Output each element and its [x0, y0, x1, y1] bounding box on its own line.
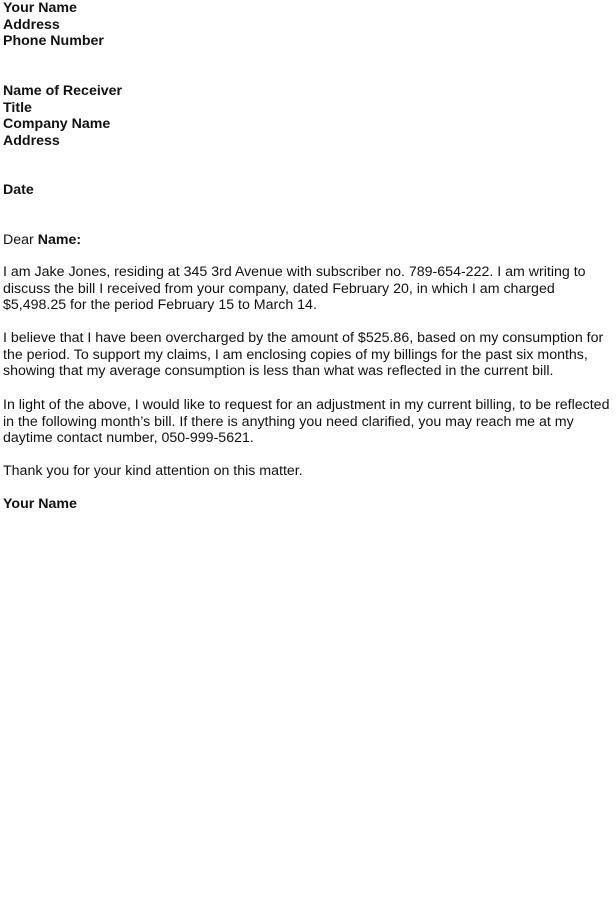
receiver-title: Title	[3, 99, 32, 116]
sender-block	[3, 0, 610, 50]
signature	[3, 496, 610, 513]
salutation	[3, 232, 610, 249]
sender-address: Address	[3, 16, 60, 33]
body-paragraph-1: I am Jake Jones, residing at 345 3rd Avenue with subscriber no. 789-654-222. I am writing to discuss the bill I received from your company, dated February 20, in which I am charged $5,498.25 for the period February 15 to March 14.	[3, 264, 586, 314]
date-text: Date	[3, 182, 34, 198]
receiver-address: Address	[3, 132, 60, 149]
salutation-greeting: Dear	[3, 232, 38, 248]
sender-phone: Phone Number	[3, 33, 104, 50]
salutation-name: Name:	[37, 232, 82, 248]
receiver-name: Name of Receiver	[3, 83, 123, 99]
signature-name: Your Name	[3, 496, 77, 512]
body-paragraph-3: In light of the above, I would like to request for an adjustment in my current billing, to be reflected in the following month’s bill. If there is anything you need clarified, you may reach me at my daytime contact number, 050-999-5621.	[3, 397, 610, 447]
sender-name: Your Name	[3, 0, 77, 16]
receiver-block	[3, 83, 610, 149]
letter-date	[3, 182, 610, 199]
body-paragraph-2: I believe that I have been overcharged by the amount of $525.86, based on my consumption for the period. To support my claims, I am enclosing copies of my billings for the past six months, showing that my average consumption is less than what was reflected in the current bill.	[3, 330, 604, 380]
receiver-company: Company Name	[3, 116, 111, 133]
closing-paragraph: Thank you for your kind attention on this matter.	[3, 463, 303, 479]
